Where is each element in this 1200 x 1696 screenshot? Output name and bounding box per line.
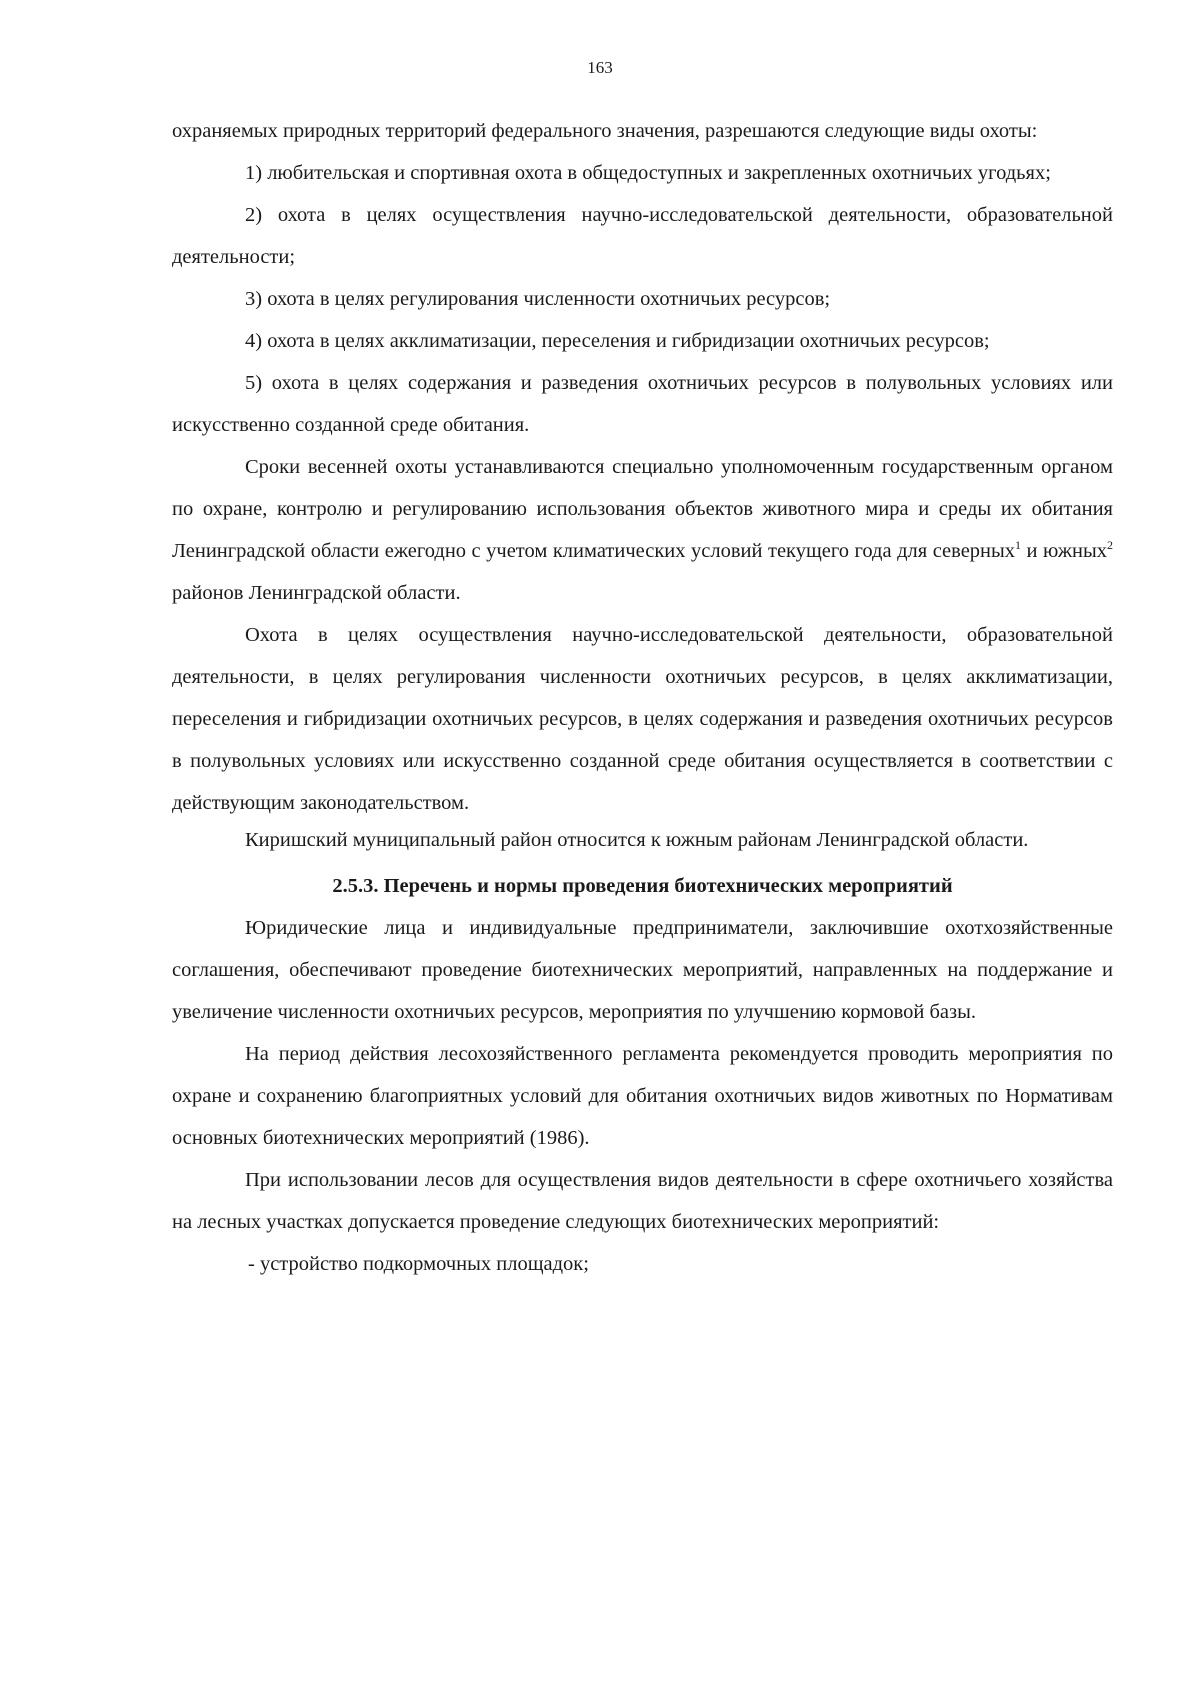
paragraph-hunting-purposes: Охота в целях осуществления научно-исследовательской деятельности, образовательной деятельности, в целях регулирования численности охотничьих ресурсов, в целях акклиматизации, переселения и гибридизации охотничьих ресурсов, в целях содержания и разведения охотничьих ресурсов в полувольных условиях или искусственно созданной среде обитания осуществляется в соответствии с действующим законодательством. — [172, 624, 1113, 814]
list-item-5: 5) охота в целях содержания и разведения охотничьих ресурсов в полувольных условиях или искусственно созданной среде обитания. — [172, 372, 1113, 436]
section-heading: 2.5.3. Перечень и нормы проведения биотехнических мероприятий — [332, 875, 953, 897]
footnote-ref-1: 1 — [1015, 538, 1022, 553]
paragraph-kirishi-district: Киришский муниципальный район относится к южным районам Ленинградской области. — [245, 829, 1029, 851]
list-item-4: 4) охота в целях акклиматизации, переселения и гибридизации охотничьих ресурсов; — [245, 330, 990, 352]
paragraph-text: районов Ленинградской области. — [172, 582, 461, 604]
paragraph-spring-hunting — [172, 446, 1113, 614]
list-item-feeding-grounds: - устройство подкормочных площадок; — [248, 1253, 589, 1275]
paragraph-legal-entities: Юридические лица и индивидуальные предприниматели, заключившие охотхозяйственные соглашения, обеспечивают проведение биотехнических мероприятий, направленных на поддержание и увеличение численности охотничьих ресурсов, мероприятия по улучшению кормовой базы. — [172, 917, 1113, 1023]
document-body — [172, 110, 1113, 1285]
paragraph-text: Сроки весенней охоты устанавливаются специально уполномоченным государственным органом по охране, контролю и регулированию использования объектов животного мира и среды их обитания Ленинградской области ежегодно с учетом климатических условий текущего года для северных — [172, 456, 1113, 562]
paragraph-continuation: охраняемых природных территорий федерального значения, разрешаются следующие виды охоты: — [172, 120, 1038, 142]
list-item-3: 3) охота в целях регулирования численности охотничьих ресурсов; — [245, 288, 831, 310]
footnote-ref-2: 2 — [1107, 538, 1113, 553]
paragraph-regulation-period: На период действия лесохозяйственного регламента рекомендуется проводить мероприятия по охране и сохранению благоприятных условий для обитания охотничьих видов животных по Нормативам основных биотехнических мероприятий (1986). — [172, 1043, 1113, 1149]
list-item-2: 2) охота в целях осуществления научно-исследовательской деятельности, образовательной деятельности; — [172, 204, 1113, 268]
paragraph-forest-use: При использовании лесов для осуществления видов деятельности в сфере охотничьего хозяйства на лесных участках допускается проведение следующих биотехнических мероприятий: — [172, 1169, 1113, 1233]
page-number: 163 — [587, 58, 613, 77]
paragraph-text: и южных — [1021, 540, 1107, 562]
list-item-1: 1) любительская и спортивная охота в общедоступных и закрепленных охотничьих угодьях; — [245, 162, 1051, 184]
